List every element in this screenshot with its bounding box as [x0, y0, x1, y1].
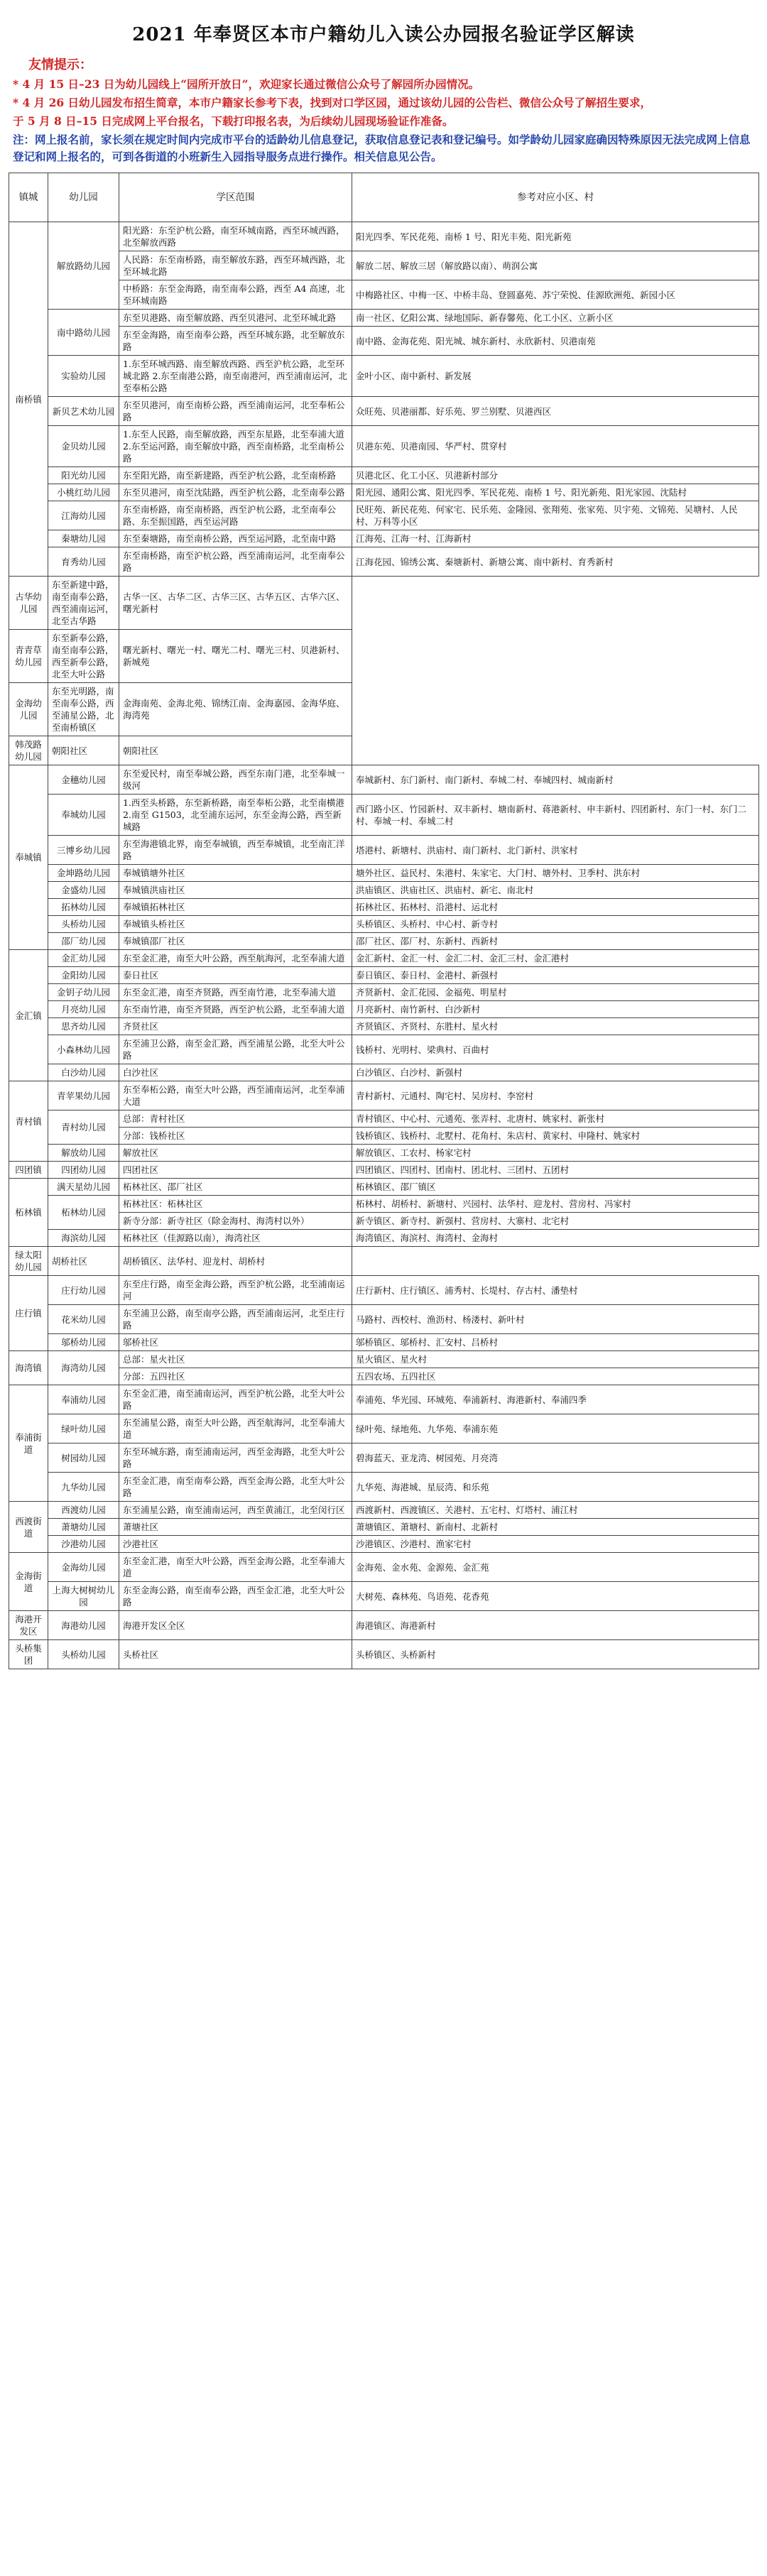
- villages-cell: 塔港村、新塘村、洪庙村、南门新村、北门新村、洪家村: [352, 836, 759, 865]
- table-row: [9, 530, 759, 547]
- school-zone-cell: 东至环城东路，南至浦南运河，西至金海路，北至大叶公路: [119, 1443, 352, 1473]
- table-row: [9, 1110, 759, 1128]
- table-row: [9, 1196, 759, 1213]
- table-row: [9, 1035, 759, 1064]
- school-zone-cell: 东至金汇港，南至齐贤路，西至南竹港，北至奉浦大道: [119, 984, 352, 1001]
- kindergarten-cell: 金钥子幼儿园: [48, 984, 119, 1001]
- page: [0, 20, 767, 1674]
- table-row: [9, 836, 759, 865]
- school-zone-cell: 柘林社区：柘林社区: [119, 1196, 352, 1213]
- villages-cell: 沙港镇区、沙港村、渔家宅村: [352, 1536, 759, 1553]
- villages-cell: 头桥镇区、头桥新村: [352, 1640, 759, 1669]
- villages-cell: 大树苑、森林苑、鸟语苑、花香苑: [352, 1582, 759, 1611]
- kindergarten-cell: 头桥幼儿园: [48, 1640, 119, 1669]
- kindergarten-cell: 九华幼儿园: [48, 1473, 119, 1502]
- table-row: [9, 967, 759, 984]
- town-cell: 金海街道: [9, 1553, 48, 1611]
- table-row: [9, 1443, 759, 1473]
- col-school-zone: 学区范围: [119, 173, 352, 222]
- kindergarten-cell: 金穗幼儿园: [48, 765, 119, 795]
- school-zone-cell: 中桥路：东至金海路，南至南奉公路，西至 A4 高速，北至环城南路: [119, 280, 352, 310]
- kindergarten-cell: 金海幼儿园: [48, 1553, 119, 1582]
- table-row: [9, 356, 759, 397]
- kindergarten-cell: 奉城幼儿园: [48, 795, 119, 836]
- villages-cell: 众旺苑、贝港丽都、好乐苑、罗兰别墅、贝港西区: [352, 397, 759, 426]
- villages-cell: 四团镇区、四团村、团南村、团北村、三团村、五团村: [352, 1162, 759, 1179]
- town-cell: 头桥集团: [9, 1640, 48, 1669]
- table-row: [9, 1582, 759, 1611]
- kindergarten-cell: 青村幼儿园: [48, 1110, 119, 1145]
- villages-cell: 江海苑、江海一村、江海新村: [352, 530, 759, 547]
- school-zone-cell: 朝阳社区: [48, 736, 119, 765]
- town-cell: 南桥镇: [9, 222, 48, 577]
- school-zone-cell: 白沙社区: [119, 1064, 352, 1081]
- villages-cell: 九华苑、海港城、星辰湾、和乐苑: [352, 1473, 759, 1502]
- kindergarten-cell: 古华幼儿园: [9, 577, 48, 630]
- kindergarten-cell: 邵厂幼儿园: [48, 933, 119, 950]
- table-row: [9, 1334, 759, 1351]
- kindergarten-cell: 阳光幼儿园: [48, 467, 119, 484]
- school-zone-cell: 新寺分部：新寺社区（除金海村、海湾村以外）: [119, 1213, 352, 1230]
- table-row: [9, 1081, 759, 1110]
- table-row: [9, 916, 759, 933]
- villages-cell: 中梅路社区、中梅一区、中桥丰岛、登圆嘉苑、苏宁荣悦、佳源欧洲苑、新园小区: [352, 280, 759, 310]
- town-cell: 海湾镇: [9, 1351, 48, 1385]
- villages-cell: 胡桥镇区、法华村、迎龙村、胡桥村: [119, 1247, 352, 1276]
- villages-cell: 南中路、金海花苑、阳光城、城东新村、永欣新村、贝港南苑: [352, 327, 759, 356]
- kindergarten-cell: 四团幼儿园: [48, 1162, 119, 1179]
- table-row: [9, 1502, 759, 1519]
- kindergarten-cell: 月亮幼儿园: [48, 1001, 119, 1018]
- villages-cell: 五四农场、五四社区: [352, 1368, 759, 1385]
- school-zone-cell: 东至海港镇北界，南至奉城镇，西至奉城镇，北至南汇洋路: [119, 836, 352, 865]
- kindergarten-cell: 金盛幼儿园: [48, 882, 119, 899]
- school-zone-cell: 东至金汇港，南至大叶公路，西至航海河，北至奉浦大道: [119, 950, 352, 967]
- villages-cell: 钱桥镇区、钱桥村、北墅村、花角村、朱店村、黄家村、申隆村、姚家村: [352, 1128, 759, 1145]
- villages-cell: 解放镇区、工农村、杨家宅村: [352, 1145, 759, 1162]
- school-zone-cell: 总部：星火社区: [119, 1351, 352, 1368]
- school-zone-cell: 1.东至环城西路、南至解放西路、西至沪杭公路，北至环城北路 2.东至南港公路，南至南港河，西至浦南运河，北至奉柘公路: [119, 356, 352, 397]
- table-row: [9, 1611, 759, 1640]
- table-row: [9, 1305, 759, 1334]
- table-row: [9, 683, 759, 736]
- villages-cell: 青村新村、元通村、陶宅村、吴房村、李窑村: [352, 1081, 759, 1110]
- school-zone-cell: 沙港社区: [119, 1536, 352, 1553]
- town-cell: 奉浦街道: [9, 1385, 48, 1502]
- table-row: [9, 1414, 759, 1443]
- table-row: [9, 933, 759, 950]
- kindergarten-cell: 小森林幼儿园: [48, 1035, 119, 1064]
- kindergarten-cell: 金海幼儿园: [9, 683, 48, 736]
- table-row: [9, 1351, 759, 1368]
- school-zone-cell: 东至贝港路、南至解放路、西至贝港河、北至环城北路: [119, 310, 352, 327]
- school-zone-cell: 四团社区: [119, 1162, 352, 1179]
- town-cell: 青村镇: [9, 1081, 48, 1162]
- table-row: [9, 736, 759, 765]
- table-row: [9, 1536, 759, 1553]
- villages-cell: 洪庙镇区、洪庙社区、洪庙村、新宅、南北村: [352, 882, 759, 899]
- table-row: [9, 484, 759, 501]
- table-row: [9, 1230, 759, 1247]
- table-row: [9, 467, 759, 484]
- table-row: [9, 1128, 759, 1145]
- table-row: [9, 1276, 759, 1305]
- school-zone-cell: 东至金汇港，南至南奉公路，西至金海公路，北至大叶公路: [119, 1473, 352, 1502]
- villages-cell: 曙光新村、曙光一村、曙光二村、曙光三村、贝港新村、新城苑: [119, 630, 352, 683]
- kindergarten-cell: 花米幼儿园: [48, 1305, 119, 1334]
- notice-label: 友情提示：: [28, 58, 92, 72]
- town-cell: 四团镇: [9, 1162, 48, 1179]
- town-cell: 柘林镇: [9, 1179, 48, 1247]
- table-row: [9, 1640, 759, 1669]
- kindergarten-cell: 思齐幼儿园: [48, 1018, 119, 1035]
- school-zone-cell: 齐贤社区: [119, 1018, 352, 1035]
- school-zone-cell: 邬桥社区: [119, 1334, 352, 1351]
- kindergarten-cell: 树园幼儿园: [48, 1443, 119, 1473]
- kindergarten-cell: 育秀幼儿园: [48, 547, 119, 577]
- school-zone-cell: 奉城镇头桥社区: [119, 916, 352, 933]
- villages-cell: 海港镇区、海港新村: [352, 1611, 759, 1640]
- kindergarten-cell: 邬桥幼儿园: [48, 1334, 119, 1351]
- villages-cell: 庄行新村、庄行镇区、浦秀村、长堤村、存古村、潘垫村: [352, 1276, 759, 1305]
- col-villages: 参考对应小区、村: [352, 173, 759, 222]
- kindergarten-cell: 白沙幼儿园: [48, 1064, 119, 1081]
- villages-cell: 柘林镇区、邵厂镇区: [352, 1179, 759, 1196]
- table-row: [9, 1473, 759, 1502]
- kindergarten-cell: 海港幼儿园: [48, 1611, 119, 1640]
- kindergarten-cell: 满天星幼儿园: [48, 1179, 119, 1196]
- school-zone-cell: 萧塘社区: [119, 1519, 352, 1536]
- villages-cell: 金海南苑、金海北苑、锦绣江南、金海嘉园、金海华庭、海湾苑: [119, 683, 352, 736]
- villages-cell: 南一社区、亿阳公寓、绿地国际、新春馨苑、化工小区、立新小区: [352, 310, 759, 327]
- school-zone-cell: 东至浦星公路，南至大叶公路，西至航海河，北至奉浦大道: [119, 1414, 352, 1443]
- col-kindergarten: 幼儿园: [48, 173, 119, 222]
- kindergarten-cell: 南中路幼儿园: [48, 310, 119, 356]
- school-zone-cell: 东至浦卫公路，南至南亭公路，西至浦南运河，北至庄行路: [119, 1305, 352, 1334]
- villages-cell: 碧海蓝天、亚龙湾、树园苑、月亮湾: [352, 1443, 759, 1473]
- villages-cell: 钱桥村、光明村、梁典村、百曲村: [352, 1035, 759, 1064]
- school-zone-cell: 东至新建中路，南至南奉公路，西至浦南运河，北至古华路: [48, 577, 119, 630]
- town-cell: 海港开发区: [9, 1611, 48, 1640]
- school-zone-cell: 东至阳光路，南至新建路，西至沪杭公路，北至南桥路: [119, 467, 352, 484]
- school-zone-cell: 解放社区: [119, 1145, 352, 1162]
- school-zone-cell: 东至爱民村，南至奉城公路，西至东南门港，北至奉城一级河: [119, 765, 352, 795]
- villages-cell: 海湾镇区、海滨村、海湾村、金海村: [352, 1230, 759, 1247]
- school-zone-cell: 分部：五四社区: [119, 1368, 352, 1385]
- villages-cell: 江海花园、锦绣公寓、秦塘新村、新塘公寓、南中新村、育秀新村: [352, 547, 759, 577]
- kindergarten-cell: 海湾幼儿园: [48, 1351, 119, 1385]
- kindergarten-cell: 解放幼儿园: [48, 1145, 119, 1162]
- kindergarten-cell: 拓林幼儿园: [48, 899, 119, 916]
- villages-cell: 星火镇区、星火村: [352, 1351, 759, 1368]
- kindergarten-cell: 上海大树树幼儿园: [48, 1582, 119, 1611]
- school-zone-cell: 柘林社区、邵厂社区: [119, 1179, 352, 1196]
- kindergarten-cell: 萧塘幼儿园: [48, 1519, 119, 1536]
- villages-cell: 奉浦苑、华光园、环城苑、奉浦新村、海港新村、奉浦四季: [352, 1385, 759, 1414]
- school-zone-cell: 奉城镇拓林社区: [119, 899, 352, 916]
- villages-cell: 头桥镇区、头桥村、中心村、新寺村: [352, 916, 759, 933]
- kindergarten-cell: 头桥幼儿园: [48, 916, 119, 933]
- district-table: [9, 173, 759, 1669]
- notice-line-1: * 4 月 15 日–23 日为幼儿园线上“园所开放日”，欢迎家长通过微信公众号了解园所办园情况。: [13, 77, 480, 91]
- villages-cell: 金叶小区、南中新村、新发展: [352, 356, 759, 397]
- villages-cell: 齐贤新村、金汇花园、金福苑、明星村: [352, 984, 759, 1001]
- notice-line-3: 于 5 月 8 日–15 日完成网上平台报名，下载打印报名表，为后续幼儿园现场验证作准备。: [13, 114, 454, 128]
- kindergarten-cell: 青青草幼儿园: [9, 630, 48, 683]
- school-zone-cell: 1.东至人民路，南至解放路，西至东星路，北至奉浦大道 2.东至运河路，南至解放中路，西至南桥路，北至南桥公路: [119, 426, 352, 467]
- school-zone-cell: 头桥社区: [119, 1640, 352, 1669]
- table-body: [9, 222, 759, 1669]
- villages-cell: 绿叶苑、绿地苑、九华苑、奉浦东苑: [352, 1414, 759, 1443]
- school-zone-cell: 1.西至头桥路，东至新桥路，南至奉柘公路，北至南横港 2.南至 G1503，北至浦东运河，东至金海公路，西至新城路: [119, 795, 352, 836]
- table-row: [9, 501, 759, 530]
- table-row: [9, 1519, 759, 1536]
- kindergarten-cell: 沙港幼儿园: [48, 1536, 119, 1553]
- school-zone-cell: 奉城镇邵厂社区: [119, 933, 352, 950]
- notice-note: 注：网上报名前，家长须在规定时间内完成市平台的适龄幼儿信息登记，获取信息登记表和登记编号。如学龄幼儿园家庭确因特殊原因无法完成网上信息登记和网上报名的，可到各街道的小班新生入园指导服务点进行操作。相关信息见公告。: [13, 133, 751, 163]
- villages-cell: 邬桥镇区、邬桥村、汇安村、吕桥村: [352, 1334, 759, 1351]
- villages-cell: 阳光园、通阳公寓、阳光四季、军民花苑、南桥 1 号、阳光新苑、阳光家园、沈陆村: [352, 484, 759, 501]
- kindergarten-cell: 庄行幼儿园: [48, 1276, 119, 1305]
- table-row: [9, 1247, 759, 1276]
- villages-cell: 奉城新村、东门新村、南门新村、奉城二村、奉城四村、城南新村: [352, 765, 759, 795]
- table-row: [9, 397, 759, 426]
- table-row: [9, 1213, 759, 1230]
- school-zone-cell: 东至金海公路，南至南奉公路，西至金汇港，北至大叶公路: [119, 1582, 352, 1611]
- town-cell: 庄行镇: [9, 1276, 48, 1351]
- table-row: [9, 795, 759, 836]
- school-zone-cell: 东至奉柘公路，南至大叶公路，西至浦南运河，北至奉浦大道: [119, 1081, 352, 1110]
- villages-cell: 塘外社区、益民村、朱港村、朱家宅、大门村、塘外村、卫季村、洪东村: [352, 865, 759, 882]
- villages-cell: 贝港东苑、贝港南园、华严村、贯穿村: [352, 426, 759, 467]
- school-zone-cell: 东至贝港河，南至沈陆路，西至沪杭公路，北至南奉公路: [119, 484, 352, 501]
- kindergarten-cell: 绿太阳幼儿园: [9, 1247, 48, 1276]
- school-zone-cell: 东至新奉公路，南至南奉公路，西至新奉公路，北至大叶公路: [48, 630, 119, 683]
- table-row: [9, 984, 759, 1001]
- kindergarten-cell: 西渡幼儿园: [48, 1502, 119, 1519]
- school-zone-cell: 东至浦星公路，南至浦南运河，西至黄浦江，北至闵行区: [119, 1502, 352, 1519]
- kindergarten-cell: 柘林幼儿园: [48, 1196, 119, 1230]
- school-zone-cell: 胡桥社区: [48, 1247, 119, 1276]
- villages-cell: 齐贤镇区、齐贤村、东胜村、星火村: [352, 1018, 759, 1035]
- villages-cell: 萧塘镇区、萧塘村、新南村、北新村: [352, 1519, 759, 1536]
- school-zone-cell: 总部：青村社区: [119, 1110, 352, 1128]
- table-row: [9, 251, 759, 280]
- villages-cell: 邵厂社区、邵厂村、东新村、西新村: [352, 933, 759, 950]
- school-zone-cell: 柘林社区（佳源路以南），海湾社区: [119, 1230, 352, 1247]
- villages-cell: 朝阳社区: [119, 736, 352, 765]
- villages-cell: 金海苑、金水苑、金源苑、金汇苑: [352, 1553, 759, 1582]
- villages-cell: 泰日镇区、泰日村、金港村、新强村: [352, 967, 759, 984]
- villages-cell: 西渡新村、西渡镇区、关港村、五宅村、灯塔村、浦江村: [352, 1502, 759, 1519]
- table-row: [9, 1553, 759, 1582]
- school-zone-cell: 分部：钱桥社区: [119, 1128, 352, 1145]
- notice-line-2: * 4 月 26 日幼儿园发布招生简章，本市户籍家长参考下表，找到对口学区园，通过该幼儿园的公告栏、微信公众号了解招生要求，: [13, 96, 652, 109]
- villages-cell: 古华一区、古华二区、古华三区、古华五区、古华六区、曙光新村: [119, 577, 352, 630]
- school-zone-cell: 东至金海路，南至南奉公路，西至环城东路，北至解放东路: [119, 327, 352, 356]
- kindergarten-cell: 韩茂路幼儿园: [9, 736, 48, 765]
- col-town: 镇城: [9, 173, 48, 222]
- table-row: [9, 865, 759, 882]
- table-row: [9, 280, 759, 310]
- school-zone-cell: 东至金汇港，南至大叶公路，西至金海公路，北至奉浦大道: [119, 1553, 352, 1582]
- school-zone-cell: 奉城镇塘外社区: [119, 865, 352, 882]
- kindergarten-cell: 解放路幼儿园: [48, 222, 119, 310]
- table-row: [9, 1368, 759, 1385]
- villages-cell: 解放二居、解放三居（解放路以南）、萌润公寓: [352, 251, 759, 280]
- school-zone-cell: 东至秦塘路，南至南桥公路，西至运河路，北至南中路: [119, 530, 352, 547]
- kindergarten-cell: 金贝幼儿园: [48, 426, 119, 467]
- table-row: [9, 882, 759, 899]
- table-row: [9, 1179, 759, 1196]
- villages-cell: 金汇新村、金汇一村、金汇二村、金汇三村、金汇港村: [352, 950, 759, 967]
- school-zone-cell: 东至光明路，南至南奉公路，西至浦星公路，北至南桥镇区: [48, 683, 119, 736]
- kindergarten-cell: 秦塘幼儿园: [48, 530, 119, 547]
- kindergarten-cell: 三博乡幼儿园: [48, 836, 119, 865]
- kindergarten-cell: 金阳幼儿园: [48, 967, 119, 984]
- school-zone-cell: 东至贝港河，南至南桥公路，西至浦南运河，北至奉柘公路: [119, 397, 352, 426]
- table-row: [9, 577, 759, 630]
- kindergarten-cell: 奉浦幼儿园: [48, 1385, 119, 1414]
- villages-cell: 白沙镇区、白沙村、新强村: [352, 1064, 759, 1081]
- town-cell: 金汇镇: [9, 950, 48, 1081]
- table-row: [9, 1385, 759, 1414]
- table-row: [9, 222, 759, 251]
- kindergarten-cell: 绿叶幼儿园: [48, 1414, 119, 1443]
- kindergarten-cell: 金坤路幼儿园: [48, 865, 119, 882]
- page-title: 2021 年奉贤区本市户籍幼儿入读公办园报名验证学区解读: [132, 24, 635, 45]
- kindergarten-cell: 实验幼儿园: [48, 356, 119, 397]
- school-zone-cell: 东至金汇港，南至浦南运河，西至沪杭公路，北至大叶公路: [119, 1385, 352, 1414]
- table-row: [9, 899, 759, 916]
- school-zone-cell: 东至浦卫公路，南至金汇路，西至浦星公路，北至大叶公路: [119, 1035, 352, 1064]
- table-row: [9, 1162, 759, 1179]
- school-zone-cell: 人民路：东至南桥路，南至解放东路，西至环城西路，北至环城北路: [119, 251, 352, 280]
- table-row: [9, 310, 759, 327]
- villages-cell: 马路村、西校村、渔沥村、杨溇村、新叶村: [352, 1305, 759, 1334]
- table-row: [9, 765, 759, 795]
- villages-cell: 拓林社区、拓林村、沿港村、运北村: [352, 899, 759, 916]
- school-zone-cell: 海港开发区全区: [119, 1611, 352, 1640]
- villages-cell: 阳光四季、军民花苑、南桥 1 号、阳光丰苑、阳光新苑: [352, 222, 759, 251]
- villages-cell: 柘林村、胡桥村、新塘村、兴园村、法华村、迎龙村、营房村、冯家村: [352, 1196, 759, 1213]
- table-row: [9, 426, 759, 467]
- school-zone-cell: 泰日社区: [119, 967, 352, 984]
- table-row: [9, 327, 759, 356]
- table-row: [9, 1018, 759, 1035]
- villages-cell: 青村镇区、中心村、元通苑、张弄村、北唐村、姚家村、新张村: [352, 1110, 759, 1128]
- town-cell: 西渡街道: [9, 1502, 48, 1553]
- kindergarten-cell: 江海幼儿园: [48, 501, 119, 530]
- table-row: [9, 1145, 759, 1162]
- school-zone-cell: 阳光路：东至沪杭公路，南至环城南路，西至环城西路，北至解放西路: [119, 222, 352, 251]
- villages-cell: 月亮新村、南竹新村、白沙新村: [352, 1001, 759, 1018]
- kindergarten-cell: 海滨幼儿园: [48, 1230, 119, 1247]
- villages-cell: 新寺镇区、新寺村、新强村、营房村、大寨村、北宅村: [352, 1213, 759, 1230]
- villages-cell: 民旺苑、新民花苑、何家宅、民乐苑、金隆园、张翔苑、张家苑、贝宇苑、文锦苑、吴塘村、人民村、万科等小区: [352, 501, 759, 530]
- school-zone-cell: 奉城镇洪庙社区: [119, 882, 352, 899]
- table-row: [9, 1064, 759, 1081]
- school-zone-cell: 东至庄行路，南至金海公路，西至沪杭公路，北至浦南运河: [119, 1276, 352, 1305]
- table-header-row: [9, 173, 759, 222]
- table-row: [9, 1001, 759, 1018]
- kindergarten-cell: 新贝艺术幼儿园: [48, 397, 119, 426]
- villages-cell: 贝港北区、化工小区、贝港新村部分: [352, 467, 759, 484]
- kindergarten-cell: 小桃红幼儿园: [48, 484, 119, 501]
- table-row: [9, 630, 759, 683]
- school-zone-cell: 东至南桥路，南至沪杭公路，西至浦南运河，北至南奉公路: [119, 547, 352, 577]
- school-zone-cell: 东至南桥路，南至南桥路，西至沪杭公路，北至南奉公路、东至振国路，西至运河路: [119, 501, 352, 530]
- school-zone-cell: 东至南竹港，南至齐贤路，西至沪杭公路，北至奉浦大道: [119, 1001, 352, 1018]
- table-row: [9, 950, 759, 967]
- kindergarten-cell: 青苹果幼儿园: [48, 1081, 119, 1110]
- table-row: [9, 547, 759, 577]
- kindergarten-cell: 金汇幼儿园: [48, 950, 119, 967]
- villages-cell: 西门路小区、竹园新村、双丰新村、塘南新村、蒋港新村、申丰新村、四团新村、东门一村、东门二村、奉城一村、奉城二村: [352, 795, 759, 836]
- town-cell: 奉城镇: [9, 765, 48, 950]
